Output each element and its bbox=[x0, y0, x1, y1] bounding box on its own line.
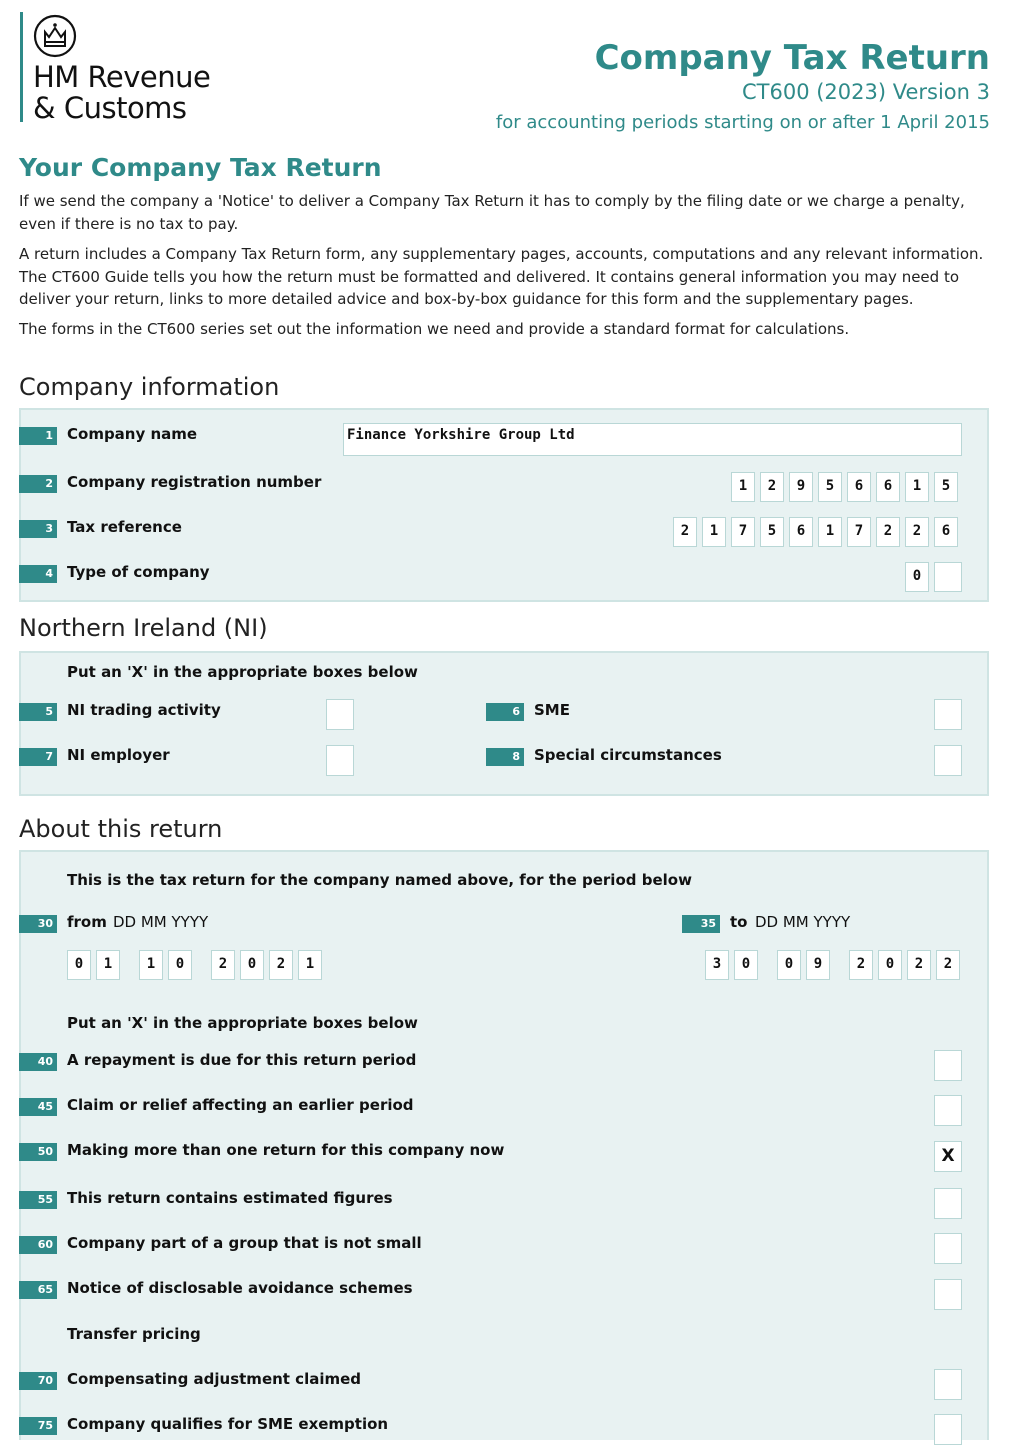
sme-checkbox[interactable] bbox=[934, 699, 962, 730]
company-type-digit-1[interactable]: 0 bbox=[905, 562, 929, 592]
about-instruction: Put an 'X' in the appropriate boxes below bbox=[67, 1014, 418, 1032]
form-subtitle: for accounting periods starting on or after 1 April 2015 bbox=[495, 112, 990, 133]
tax-reference-label: Tax reference bbox=[67, 518, 182, 536]
box-number: 45 bbox=[19, 1098, 57, 1116]
box-number: 7 bbox=[19, 748, 57, 766]
special-circumstances-checkbox[interactable] bbox=[934, 745, 962, 776]
tax-reference-digit-2[interactable]: 1 bbox=[702, 517, 726, 547]
ni-trading-activity-label: NI trading activity bbox=[67, 701, 221, 719]
avoidance-schemes-label: Notice of disclosable avoidance schemes bbox=[67, 1279, 413, 1297]
to-month-digit-2[interactable]: 9 bbox=[806, 950, 830, 980]
box-number: 6 bbox=[486, 703, 524, 721]
registration-digit-2[interactable]: 2 bbox=[760, 472, 784, 502]
ni-employer-label: NI employer bbox=[67, 746, 170, 764]
form-title: Company Tax Return bbox=[594, 38, 990, 78]
special-circumstances-label: Special circumstances bbox=[534, 746, 722, 764]
box-number: 4 bbox=[19, 565, 57, 583]
tax-reference-digit-10[interactable]: 6 bbox=[934, 517, 958, 547]
box-number: 60 bbox=[19, 1236, 57, 1254]
earlier-period-claim-label: Claim or relief affecting an earlier period bbox=[67, 1096, 414, 1114]
registration-digit-4[interactable]: 5 bbox=[818, 472, 842, 502]
group-not-small-checkbox[interactable] bbox=[934, 1233, 962, 1264]
repayment-due-label: A repayment is due for this return period bbox=[67, 1051, 417, 1069]
from-year-digit-1[interactable]: 2 bbox=[211, 950, 235, 980]
section-title-ni: Northern Ireland (NI) bbox=[19, 614, 268, 642]
estimated-figures-checkbox[interactable] bbox=[934, 1188, 962, 1219]
from-label: from bbox=[67, 913, 107, 931]
estimated-figures-label: This return contains estimated figures bbox=[67, 1189, 393, 1207]
tax-reference-digit-6[interactable]: 1 bbox=[818, 517, 842, 547]
tax-reference-digit-9[interactable]: 2 bbox=[905, 517, 929, 547]
from-day-digit-1[interactable]: 0 bbox=[67, 950, 91, 980]
from-year-digit-3[interactable]: 2 bbox=[269, 950, 293, 980]
ni-trading-activity-checkbox[interactable] bbox=[326, 699, 354, 730]
sme-exemption-checkbox[interactable] bbox=[934, 1414, 962, 1445]
to-label: to bbox=[730, 913, 748, 931]
tax-reference-digit-8[interactable]: 2 bbox=[876, 517, 900, 547]
to-year-digit-1[interactable]: 2 bbox=[849, 950, 873, 980]
registration-digit-7[interactable]: 1 bbox=[905, 472, 929, 502]
compensating-adjustment-checkbox[interactable] bbox=[934, 1369, 962, 1400]
logo-line-1: HM Revenue bbox=[33, 60, 211, 94]
box-number: 65 bbox=[19, 1281, 57, 1299]
to-month-digit-1[interactable]: 0 bbox=[777, 950, 801, 980]
registration-number-label: Company registration number bbox=[67, 473, 322, 491]
company-type-label: Type of company bbox=[67, 563, 210, 581]
multiple-returns-label: Making more than one return for this company now bbox=[67, 1141, 505, 1159]
company-name-label: Company name bbox=[67, 425, 198, 443]
box-number: 35 bbox=[682, 915, 720, 933]
to-day-digit-1[interactable]: 3 bbox=[705, 950, 729, 980]
from-month-digit-1[interactable]: 1 bbox=[139, 950, 163, 980]
ni-instruction: Put an 'X' in the appropriate boxes below bbox=[67, 663, 418, 681]
section-title-about: About this return bbox=[19, 815, 223, 843]
form-version: CT600 (2023) Version 3 bbox=[741, 80, 990, 104]
logo-bar bbox=[20, 12, 23, 122]
to-day-digit-2[interactable]: 0 bbox=[734, 950, 758, 980]
from-day-digit-2[interactable]: 1 bbox=[96, 950, 120, 980]
box-number: 75 bbox=[19, 1417, 57, 1435]
tax-reference-digit-1[interactable]: 2 bbox=[673, 517, 697, 547]
intro-paragraph-3: The forms in the CT600 series set out the information we need and provide a standard format for calculations. bbox=[19, 320, 850, 338]
tax-reference-digit-7[interactable]: 7 bbox=[847, 517, 871, 547]
box-number: 40 bbox=[19, 1053, 57, 1071]
box-number: 8 bbox=[486, 748, 524, 766]
to-year-digit-3[interactable]: 2 bbox=[907, 950, 931, 980]
company-name-field[interactable]: Finance Yorkshire Group Ltd bbox=[343, 423, 962, 456]
box-number: 2 bbox=[19, 475, 57, 493]
box-number: 1 bbox=[19, 427, 57, 445]
sme-label: SME bbox=[534, 701, 570, 719]
from-year-digit-2[interactable]: 0 bbox=[240, 950, 264, 980]
tax-reference-digit-5[interactable]: 6 bbox=[789, 517, 813, 547]
repayment-due-checkbox[interactable] bbox=[934, 1050, 962, 1081]
registration-digit-3[interactable]: 9 bbox=[789, 472, 813, 502]
group-not-small-label: Company part of a group that is not small bbox=[67, 1234, 422, 1252]
box-number: 55 bbox=[19, 1191, 57, 1209]
to-date-format: DD MM YYYY bbox=[755, 913, 851, 931]
tax-reference-digit-3[interactable]: 7 bbox=[731, 517, 755, 547]
intro-paragraph-2: A return includes a Company Tax Return form, any supplementary pages, accounts, computations and any relevant information. The CT600 Guide tells you how the return must be formatted and delivered. It contains general information you may need to deliver your return, links to more detailed advice and box-by-box guidance for this form and the supplementary pages. bbox=[19, 245, 984, 308]
page-heading: Your Company Tax Return bbox=[19, 153, 382, 182]
box-number: 50 bbox=[19, 1143, 57, 1161]
logo-line-2: & Customs bbox=[33, 91, 187, 125]
sme-exemption-label: Company qualifies for SME exemption bbox=[67, 1415, 389, 1433]
registration-digit-1[interactable]: 1 bbox=[731, 472, 755, 502]
registration-digit-5[interactable]: 6 bbox=[847, 472, 871, 502]
tax-reference-digit-4[interactable]: 5 bbox=[760, 517, 784, 547]
avoidance-schemes-checkbox[interactable] bbox=[934, 1279, 962, 1310]
from-date-format: DD MM YYYY bbox=[113, 913, 209, 931]
from-year-digit-4[interactable]: 1 bbox=[298, 950, 322, 980]
box-number: 5 bbox=[19, 703, 57, 721]
earlier-period-claim-checkbox[interactable] bbox=[934, 1095, 962, 1126]
registration-digit-8[interactable]: 5 bbox=[934, 472, 958, 502]
ni-employer-checkbox[interactable] bbox=[326, 745, 354, 776]
period-intro: This is the tax return for the company named above, for the period below bbox=[67, 871, 692, 889]
to-year-digit-2[interactable]: 0 bbox=[878, 950, 902, 980]
box-number: 3 bbox=[19, 520, 57, 538]
compensating-adjustment-label: Compensating adjustment claimed bbox=[67, 1370, 362, 1388]
box-number: 30 bbox=[19, 915, 57, 933]
transfer-pricing-label: Transfer pricing bbox=[67, 1325, 201, 1343]
royal-crest-icon bbox=[33, 14, 77, 58]
multiple-returns-checkbox[interactable]: X bbox=[934, 1141, 962, 1172]
company-type-digit-2[interactable] bbox=[934, 562, 962, 592]
from-month-digit-2[interactable]: 0 bbox=[168, 950, 192, 980]
to-year-digit-4[interactable]: 2 bbox=[936, 950, 960, 980]
section-title-company-info: Company information bbox=[19, 373, 280, 401]
logo-text bbox=[33, 62, 210, 124]
registration-digit-6[interactable]: 6 bbox=[876, 472, 900, 502]
intro-paragraph-1: If we send the company a 'Notice' to deliver a Company Tax Return it has to comply by the filing date or we charge a penalty, even if there is no tax to pay. bbox=[19, 192, 965, 233]
box-number: 70 bbox=[19, 1372, 57, 1390]
